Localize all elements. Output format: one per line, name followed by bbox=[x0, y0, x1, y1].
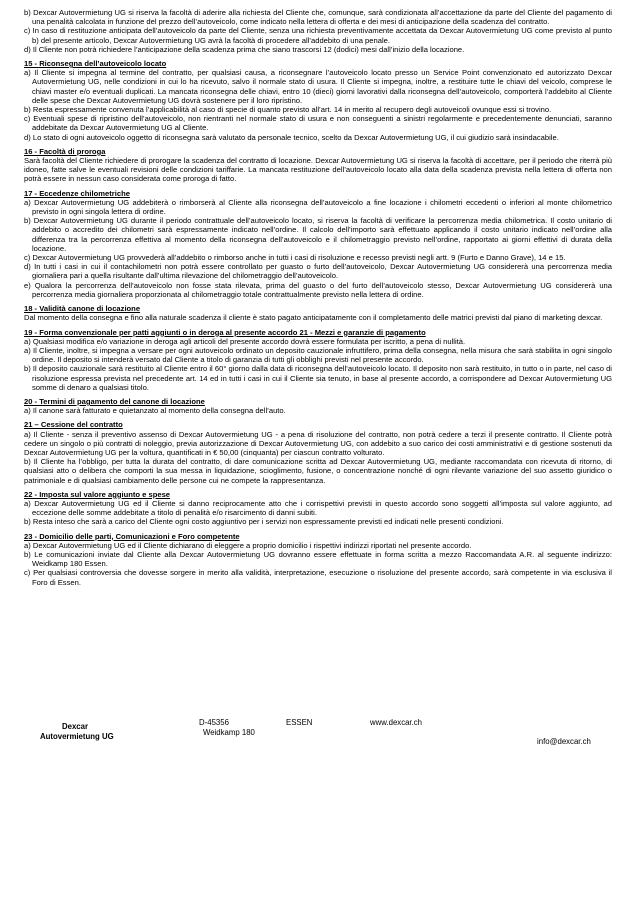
section bbox=[24, 8, 612, 54]
clause-paragraph: a) Qualsiasi modifica e/o variazione in deroga agli articoli del presente accordo dovrà essere formulata per iscritto, a pena di nullità. bbox=[24, 336, 466, 346]
clause-paragraph: b) Il Cliente ha l’obbligo, per tutta la durata del contratto, di dare comunicazione scritta ad Dexcar Autovermietung UG, mediante raccomandata con ricevuta di ritorno, di qualsiasi atto o delibera che comporti la sua messa in liquidazione, scioglimento, fusione, o concentrazione nonché di ogni rilevante variazione del suo assetto giuridico o patrimoniale e di qualsiasi cambiamento delle persone cui ne compete la rappresentanza. bbox=[24, 457, 612, 485]
clause-paragraph: b) Resta inteso che sarà a carico del Cliente ogni costo aggiuntivo per i servizi non espressamente previsti ed indicati nelle presenti condizioni. bbox=[24, 517, 504, 527]
clause-paragraph: a) Dexcar Autovermietung UG ed il Cliente si danno reciprocamente atto che i corrispettivi previsti in questo accordo sono soggetti all’imposta sul valore aggiunto, ad eccezione delle somme addebitate a titolo di penalità e/o risarcimento di danni subiti. bbox=[24, 498, 612, 518]
clause-paragraph: d) Il Cliente non potrà richiedere l’anticipazione della scadenza prima che siano trascorsi 12 (dodici) mesi dall’inizio della locazione. bbox=[24, 44, 465, 54]
section-heading: 20 - Termini di pagamento del canone di locazione bbox=[24, 396, 205, 406]
section-heading: 18 - Validità canone di locazione bbox=[24, 304, 141, 314]
clause-paragraph: b) Dexcar Autovermietung UG durante il periodo contrattuale dell’autoveicolo locato, si riserva la facoltà di verificare la percorrenza media chilometrica. Il costo unitario di addebito o accredito dei chilometri sarà espressamente indicato nell’ordine. Il calcolo dell’importo sarà effettuato applicando il costo unitario indicato nell’ordine alla differenza tra la percorrenza effettiva al momento della riconsegna dell’autoveicolo e il chilometraggio previsto nell’ordine, rapportato ai giorni effettivi di durata della locazione. bbox=[24, 216, 612, 253]
clause-paragraph: a) Dexcar Autovermietung UG ed il Cliente dichiarano di eleggere a proprio domicilio i rispettivi indirizzi riportati nel presente accordo. bbox=[24, 540, 472, 550]
clause-paragraph: Sarà facoltà del Cliente richiedere di prorogare la scadenza del contratto di locazione. Dexcar Autovermietung UG si riserva la facoltà di accettare, per il periodo che riterrà più idoneo, fatte salve le eventuali revisioni delle condizioni tariffarie. La mancata restituzione dell’autoveicolo locato alla data della scadenza prevista nella lettera di offerta non potrà essere in nessun caso considerata come proroga di fatto. bbox=[24, 156, 612, 184]
footer-company-line1: Dexcar bbox=[62, 722, 89, 731]
footer-city: ESSEN bbox=[286, 718, 313, 727]
section bbox=[24, 328, 612, 392]
clause-paragraph: d) Lo stato di ogni autoveicolo oggetto di riconsegna sarà valutato da personale tecnico, scelto da Dexcar Autovermietung UG, il cui giudizio sarà insindacabile. bbox=[24, 132, 559, 142]
section bbox=[24, 397, 612, 415]
clause-paragraph: c) Dexcar Autovermietung UG provvederà all’addebito o rimborso anche in tutti i casi di risoluzione e recesso previsti negli artt. 9 (Furto e Danno Grave), 14 e 15. bbox=[24, 253, 566, 263]
footer bbox=[0, 716, 638, 756]
clause-paragraph: c) Per qualsiasi controversia che dovesse sorgere in merito alla validità, interpretazione, esecuzione o risoluzione del presente accordo, sarà competente in via esclusiva il Foro di Essen. bbox=[24, 568, 612, 587]
section bbox=[24, 420, 612, 484]
section bbox=[24, 532, 612, 587]
clause-paragraph: a) Il canone sarà fatturato e quietanzato al momento della consegna dell’auto. bbox=[24, 406, 286, 416]
clause-paragraph: Dal momento della consegna e fino alla naturale scadenza il cliente è stato pagato anticipatamente con il completamento delle matrici previsti dal piano di marketing dexcar. bbox=[24, 313, 603, 323]
section-heading: 23 - Domicilio delle parti, Comunicazioni e Foro competente bbox=[24, 531, 240, 541]
section-heading: 22 - Imposta sul valore aggiunto e spese bbox=[24, 489, 171, 499]
footer-website[interactable]: www.dexcar.ch bbox=[370, 718, 423, 727]
clause-paragraph: e) Qualora la percorrenza dell’autoveicolo non fosse stata rilevata, prima del guasto o del furto dell’autoveicolo stesso, Dexcar Autovermietung UG considererà una percorrenza media giornaliera proporzionata al chilometraggio totale contrattualmente previsto nella lettera di ordine. bbox=[24, 280, 612, 299]
section bbox=[24, 304, 612, 322]
section bbox=[24, 189, 612, 299]
section bbox=[24, 147, 612, 184]
clause-paragraph: c) Eventuali spese di ripristino dell’autoveicolo, non rientranti nel normale stato di usura e non conseguenti a sinistri regolarmente e precedentemente denunciati, saranno addebitate da Dexcar Autovermietung UG al Cliente. bbox=[24, 114, 612, 133]
clause-paragraph: a) Dexcar Autovermietung UG addebiterà o rimborserà al Cliente alla riconsegna dell’autoveicolo a fine locazione i chilometri eccedenti o inferiori al monte chilometrico previsto in ogni singola lettera di ordine. bbox=[24, 197, 612, 217]
section bbox=[24, 490, 612, 527]
footer-company-line2: Autovermietung UG bbox=[40, 732, 114, 741]
section-heading: 21 – Cessione del contratto bbox=[24, 420, 123, 430]
footer-street: Weidkamp 180 bbox=[203, 728, 255, 737]
section-heading: 15 - Riconsegna dell’autoveicolo locato bbox=[24, 59, 167, 69]
terms-document bbox=[24, 8, 612, 592]
clause-paragraph: b) Resta espressamente convenuta l’applicabilità al caso di specie di quanto previsto all’art. 14 in merito al recupero degli autoveicoli ovunque essi si trovino. bbox=[24, 105, 552, 115]
clause-paragraph: c) In caso di restituzione anticipata dell’autoveicolo da parte del Cliente, senza una richiesta preventivamente accettata da Dexcar Autovermietung UG come previsto al punto b) del presente articolo, Dexcar Autovermietung UG avrà la facoltà di procedere all’addebito di una penale. bbox=[24, 26, 612, 45]
clause-paragraph: a) Il Cliente, inoltre, si impegna a versare per ogni autoveicolo ordinato un deposito cauzionale infruttifero, prima della consegna, nella misura che sarà stabilita in ogni singolo ordine. Il deposito si intenderà versato dal Cliente a titolo di garanzia di tutti gli obblighi previsti nel presente accordo. bbox=[24, 345, 612, 365]
section-heading: 16 - Facoltà di proroga bbox=[24, 146, 106, 156]
clause-paragraph: d) In tutti i casi in cui il contachilometri non potrà essere controllato per guasto o furto dell’autoveicolo, Dexcar Autovermietung UG considererà una percorrenza media giornaliera pari a quella risultante dall’ultima rilevazione del chilometraggio dell’autoveicolo. bbox=[24, 262, 612, 281]
clause-paragraph: a) Il Cliente - senza il preventivo assenso di Dexcar Autovermietung UG - a pena di risoluzione del contratto, non potrà cedere a terzi il presente contratto. Il Cliente potrà cedere un singolo o più contratti di noleggio, previa autorizzazione di Dexcar Autovermietung UG, con addebito a suo carico dei costi amministrativi e di gestione sostenuti da Dexcar Autovermietung UG per la voltura, quantificati in € 50,00 (cinquanta) per ciascun contratto volturato. bbox=[24, 429, 612, 457]
clause-paragraph: b) Le comunicazioni inviate dal Cliente alla Dexcar Autovermietung UG dovranno essere effettuate in forma scritta a mezzo Raccomandata A.R. al seguente indirizzo: Weidkamp 180 Essen. bbox=[24, 549, 612, 569]
clause-paragraph: a) Il Cliente si impegna al termine del contratto, per qualsiasi causa, a riconsegnare l’autoveicolo locato presso un Service Point convenzionato ed autorizzato Dexcar Autovermietung UG, nelle condizioni in cui lo ha ricevuto, salvo il normale stato di usura. Il Cliente si impegna, inoltre, a restituire tutte le chiavi del veicolo, comprese le chiavi master e/o eventuali duplicati. La mancata riconsegna delle chiavi, entro 10 (dieci) giorni lavorativi dalla riconsegna dell’autoveicolo, comporterà l’addebito al Cliente delle spese che Dexcar Autovermietung UG dovrà sostenere per il loro ripristino. bbox=[24, 68, 612, 105]
footer-email[interactable]: info@dexcar.ch bbox=[537, 737, 591, 746]
section bbox=[24, 59, 612, 142]
footer-postcode: D-45356 bbox=[199, 718, 229, 727]
section-heading: 17 - Eccedenze chilometriche bbox=[24, 188, 130, 198]
section-heading: 19 - Forma convenzionale per patti aggiunti o in deroga al presente accordo 21 - Mezzi e garanzie di pagamento bbox=[24, 327, 426, 337]
clause-paragraph: b) Dexcar Autovermietung UG si riserva la facoltà di aderire alla richiesta del Cliente che, comunque, sarà condizionata all’accettazione da parte del Cliente del pagamento di una penalità calcolata in funzione del prezzo dell’autoveicolo, come indicato nella lettera di offerta e dei mesi di anticipazione della scadenza del contratto. bbox=[24, 8, 612, 27]
clause-paragraph: b) Il deposito cauzionale sarà restituito al Cliente entro il 60° giorno dalla data di riconsegna dell’autoveicolo locato. Il deposito non sarà restituito, in tutto o in parte, nel caso di risoluzione espressa prevista nel precedente art. 14 ed in tutti i casi in cui il Cliente sia tenuto, in base al presente accordo, a corrispondere ad Dexcar Autovermietung UG somme di denaro a qualsiasi titolo. bbox=[24, 364, 612, 392]
